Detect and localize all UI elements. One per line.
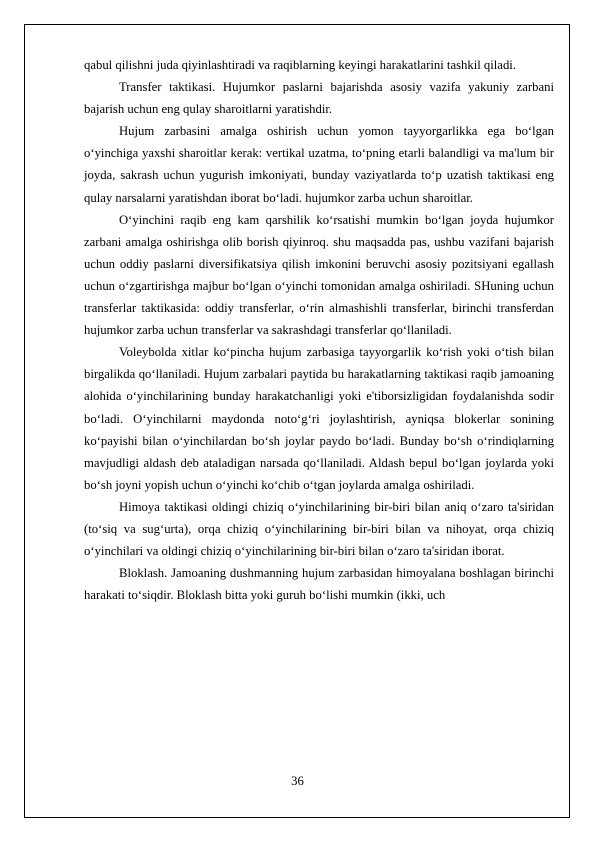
- page-number: 36: [291, 774, 304, 788]
- paragraph-volleyball-hits: Voleybolda xitlar ko‘pincha hujum zarbasiga tayyorgarlik ko‘rish yoki o‘tish bilan birgalikda qo‘llaniladi. Hujum zarbalari paytida bu harakatlarning taktikasi raqib jamoaning alohida o‘yinchilarining bunday harakatchanligi yoki e'tiborsizligidan foydalanishda sodir bo‘ladi. O‘yinchilarni maydonda noto‘g‘ri joylashtirish, ayniqsa blokerlar sonining ko‘payishi bilan o‘yinchilardan bo‘sh joylar paydo bo‘ladi. Bunday bo‘sh o‘rindiqlarning mavjudligi aldash deb ataladigan narsada qo‘llaniladi. Aldash bepul bo‘lgan joylarda yoki bo‘sh joyni yopish uchun o‘yinchi ko‘chib o‘tgan joylarda amalga oshiriladi.: [84, 345, 554, 492]
- paragraph-transfer-tactics: Transfer taktikasi. Hujumkor paslarni bajarishda asosiy vazifa yakuniy zarbani bajarish uchun eng qulay sharoitlarni yaratishdir.: [84, 80, 554, 117]
- paragraph-transfer-types: O‘yinchini raqib eng kam qarshilik ko‘rsatishi mumkin bo‘lgan joyda hujumkor zarbani amalga oshirishga olib borish qiyinroq. shu maqsadda pas, ushbu vazifani bajarish uchun oddiy paslarni diversifikatsiya qilish imkonini beruvchi asosiy pozitsiyani egallash uchun o‘zgartirishga majbur bo‘lgan o‘yinchi tomonidan amalga oshiriladi. SHuning uchun transferlar taktikasida: oddiy transferlar, o‘rin almashishli transferlar, birinchi transferdan hujumkor zarba uchun transferlar va sakrashdagi transferlar qo‘llaniladi.: [84, 212, 554, 338]
- paragraph-defense-tactics: Himoya taktikasi oldingi chiziq o‘yinchilarining bir-biri bilan aniq o‘zaro ta'siridan (to‘siq va sug‘urta), orqa chiziq o‘yinchilarining bir-biri bilan va nihoyat, orqa chiziq o‘yinchilari va oldingi chiziq o‘yinchilarining bir-biri bilan o‘zaro ta'siridan iborat.: [84, 499, 554, 559]
- paragraph-continuation: qabul qilishni juda qiyinlashtiradi va raqiblarning keyingi harakatlarini tashkil qiladi.: [84, 58, 516, 72]
- paragraph-attack-conditions: Hujum zarbasini amalga oshirish uchun yomon tayyorgarlikka ega bo‘lgan o‘yinchiga yaxshi sharoitlar kerak: vertikal uzatma, to‘pning etarli balandligi va ma'lum bir joyda, sakrash uchun yugurish imkoniyati, bunday vaziyatlarda to‘p uzatish taktikasi eng qulay narsalarni yaratishdan iborat bo‘ladi. hujumkor zarba uchun sharoitlar.: [84, 124, 554, 205]
- document-body: [84, 54, 554, 606]
- paragraph-blocking: Bloklash. Jamoaning dushmanning hujum zarbasidan himoyalana boshlagan birinchi harakati to‘siqdir. Bloklash bitta yoki guruh bo‘lishi mumkin (ikki, uch: [84, 566, 554, 603]
